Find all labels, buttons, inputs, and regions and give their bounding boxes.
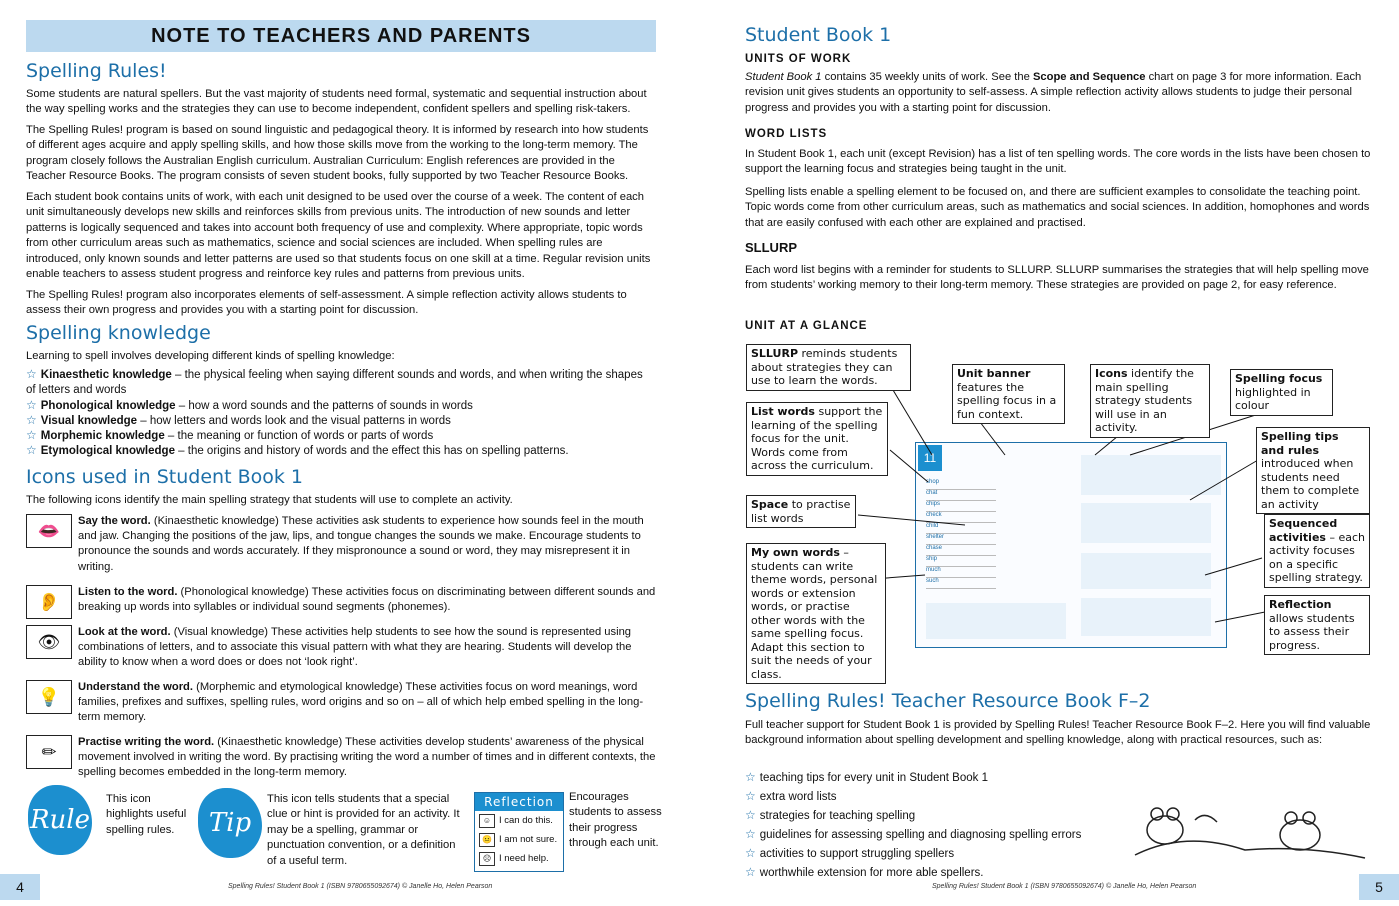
- heading-icons: Icons used in Student Book 1: [26, 466, 303, 488]
- sample-word: chase: [926, 545, 996, 556]
- sample-activity: [1081, 553, 1211, 589]
- sample-activity: [1081, 503, 1211, 543]
- icon-practise: Practise writing the word. (Kinaesthetic knowledge) These activities develop students’ awareness of the physical movement involved in writing the word. By practising writing the word a number of times and in different contexts, the spelling becomes embedded in the long-term memory.: [78, 736, 656, 779]
- sample-word: such: [926, 578, 996, 589]
- resource-list-item: ☆ teaching tips for every unit in Student Book 1: [745, 770, 988, 784]
- intro-paragraph: Some students are natural spellers. But the vast majority of students need formal, systematic and sequential instruction about the way spelling works and the strategies they can use to become independent, confident spellers and spelling risk-takers.: [26, 88, 647, 116]
- star-icon: ☆: [26, 413, 37, 427]
- word-lists-p2: Spelling lists enable a spelling element to be focused on, and there are sufficient examples to consolidate the teaching point. Topic words come from other curriculum areas, such as mathematics and social sciences. In addition, homophones and words that are easily confused with each other are explained and practised.: [745, 186, 1370, 229]
- star-icon: ☆: [745, 827, 756, 841]
- callout-my-own-words: My own words – students can write theme words, personal words or extension words, or practise other words with the same spelling focus. Adapt this section to suit the needs of your class.: [746, 543, 886, 684]
- icon-understand: Understand the word. (Morphemic and etymological knowledge) These activities focus on word meanings, word families, prefixes and suffixes, spelling rules, word origins and so on – all of which help embed spelling in the long-term memory.: [78, 681, 644, 724]
- knowledge-item: ☆ Morphemic knowledge – the meaning or function of words or parts of words: [26, 428, 434, 442]
- heading-student-book: Student Book 1: [745, 24, 892, 46]
- reflection-title: Reflection: [475, 793, 563, 811]
- reflection-row: ☹ I need help.: [475, 849, 563, 868]
- knowledge-intro: Learning to spell involves developing different kinds of spelling knowledge:: [26, 350, 395, 362]
- heading-teacher-resource: Spelling Rules! Teacher Resource Book F–2: [745, 690, 1151, 712]
- sample-word: chat: [926, 490, 996, 501]
- reflection-row: ☺ I can do this.: [475, 811, 563, 830]
- units-text: Student Book 1 contains 35 weekly units of work. See the Scope and Sequence chart on page 3 for more information. Each revision unit gives students an opportunity to self-assess. A simple reflection activity allows students to judge their personal progress and provides you with a starting point for discussion.: [745, 71, 1362, 114]
- sample-unit-page: [915, 442, 1227, 648]
- star-icon: ☆: [745, 770, 756, 784]
- ear-icon: 👂: [26, 585, 72, 619]
- footer-right: Spelling Rules! Student Book 1 (ISBN 9780655092674) © Janelle Ho, Helen Pearson: [932, 883, 1197, 890]
- subheading-sllurp: SLLURP: [745, 240, 797, 255]
- star-icon: ☆: [745, 808, 756, 822]
- happy-face-icon: ☺: [479, 814, 495, 828]
- star-icon: ☆: [26, 398, 37, 412]
- callout-list-words: List words support the learning of the spelling focus for the unit. Words come from across the curriculum.: [746, 402, 888, 476]
- star-icon: ☆: [26, 367, 37, 381]
- callout-sllurp: SLLURP reminds students about strategies they can use to learn the words.: [746, 344, 911, 391]
- rule-description: This icon highlights useful spelling rules.: [106, 793, 187, 836]
- sample-word-list: [926, 479, 996, 589]
- sample-word: shop: [926, 479, 996, 490]
- page-number-right: 5: [1359, 874, 1399, 900]
- page-banner: NOTE TO TEACHERS AND PARENTS: [26, 20, 656, 52]
- self-assessment-paragraph: The Spelling Rules! program also incorporates elements of self-assessment. A simple reflection activity allows students to assess their own progress and provides you with a starting point for discussion.: [26, 289, 627, 317]
- reflection-icon: [474, 792, 564, 872]
- star-icon: ☆: [26, 443, 37, 457]
- program-paragraph: The Spelling Rules! program is based on sound linguistic and pedagogical theory. It is informed by research into how students of different ages acquire and apply spelling skills, and how those skills move from the working to the long-term memory. The program closely follows the Australian English curriculum. Australian Curriculum: English references are provided in the Teacher Resource Books. The program consists of seven student books, fully supported by two Teacher Resource Books.: [26, 124, 649, 183]
- sample-word: check: [926, 512, 996, 523]
- callout-reflection: Reflection allows students to assess their progress.: [1264, 595, 1370, 655]
- sample-activity: [1081, 598, 1211, 636]
- eye-icon: 👁: [26, 625, 72, 659]
- pencil-icon: ✏: [26, 735, 72, 769]
- sample-activity: [1081, 455, 1221, 495]
- sad-face-icon: ☹: [479, 852, 495, 866]
- sample-word: child: [926, 523, 996, 534]
- icon-look: Look at the word. (Visual knowledge) These activities help students to see how the sound is represented using combinations of letters, and to associate this visual pattern with what they are hearing. Students will develop the ability to know when a word does or does not ‘look right’.: [78, 626, 632, 669]
- icon-listen: Listen to the word. (Phonological knowledge) These activities focus on discriminating between different sounds and breaking up words into syllables or individual sound segments (phonemes).: [78, 586, 656, 614]
- reflection-description: Encourages students to assess their progress through each unit.: [569, 791, 662, 850]
- unit-number: 11: [918, 445, 942, 471]
- callout-spelling-tips: Spelling tips and rules introduced when students need them to complete an activity: [1256, 427, 1370, 514]
- callout-spelling-focus: Spelling focus highlighted in colour: [1230, 369, 1333, 416]
- tip-icon: Tip: [198, 788, 262, 858]
- resource-list-item: ☆ extra word lists: [745, 789, 837, 803]
- page-number: 4: [0, 874, 40, 900]
- units-paragraph: Each student book contains units of work, with each unit designed to be used over the course of a week. The content of each unit simultaneously develops new skills and reinforces skills from previous units. The introduction of new sounds and letter patterns is logically sequenced and takes into account both frequency of use and complexity. Where appropriate, topic words from other curriculum areas such as mathematics, science and social sciences are included. When spelling rules are introduced, only known sounds and letter patterns are used so that students focus on one skill at a time. Regular revision units enable teachers to assess student progress and reinforce key rules and patterns from previous units.: [26, 191, 651, 281]
- frogs-illustration: [1125, 790, 1375, 870]
- knowledge-item: ☆ Visual knowledge – how letters and words look and the visual patterns in words: [26, 413, 451, 427]
- neutral-face-icon: 😐: [479, 833, 495, 847]
- heading-spelling-knowledge: Spelling knowledge: [26, 322, 211, 344]
- sample-word: shelter: [926, 534, 996, 545]
- rule-icon: Rule: [28, 785, 92, 855]
- sample-word: chips: [926, 501, 996, 512]
- callout-icons: Icons identify the main spelling strategy students will use in an activity.: [1090, 364, 1210, 438]
- icons-intro: The following icons identify the main spelling strategy that students will use to complete an activity.: [26, 494, 513, 506]
- subheading-word-lists: WORD LISTS: [745, 128, 828, 140]
- lightbulb-icon: 💡: [26, 680, 72, 714]
- knowledge-item: ☆ Etymological knowledge – the origins and history of words and the effect this has on spelling patterns.: [26, 443, 569, 457]
- word-lists-p1: In Student Book 1, each unit (except Revision) has a list of ten spelling words. The core words in the lists have been chosen to support the learning focus and strategies being taught in the unit.: [745, 148, 1371, 176]
- sample-word: much: [926, 567, 996, 578]
- resource-list-item: ☆ guidelines for assessing spelling and diagnosing spelling errors: [745, 827, 1082, 841]
- resource-list-item: ☆ activities to support struggling spellers: [745, 846, 955, 860]
- star-icon: ☆: [26, 428, 37, 442]
- teacher-resource-list: [745, 768, 1125, 882]
- callout-space: Space to practise list words: [746, 495, 856, 528]
- star-icon: ☆: [745, 789, 756, 803]
- subheading-units: UNITS OF WORK: [745, 53, 852, 65]
- knowledge-item: ☆ Kinaesthetic knowledge – the physical feeling when saying different sounds and words, and when writing the shapes of letters and words: [26, 367, 643, 396]
- footer: Spelling Rules! Student Book 1 (ISBN 9780655092674) © Janelle Ho, Helen Pearson: [228, 883, 493, 890]
- knowledge-item: ☆ Phonological knowledge – how a word sounds and the patterns of sounds in words: [26, 398, 473, 412]
- sample-word: ship: [926, 556, 996, 567]
- subheading-unit-glance: UNIT AT A GLANCE: [745, 320, 868, 332]
- teacher-resource-text: Full teacher support for Student Book 1 is provided by Spelling Rules! Teacher Resource Book F–2. Here you will find valuable background information about spelling development and spelling knowledge, along with practical resources, such as:: [745, 719, 1371, 747]
- star-icon: ☆: [745, 846, 756, 860]
- sample-activity: [926, 603, 1066, 639]
- mouth-icon: 👄: [26, 514, 72, 548]
- callout-unit-banner: Unit banner features the spelling focus in a fun context.: [952, 364, 1065, 424]
- heading-spelling-rules: Spelling Rules!: [26, 60, 167, 82]
- star-icon: ☆: [745, 865, 756, 879]
- callout-sequenced: Sequenced activities – each activity focuses on a specific spelling strategy.: [1264, 514, 1370, 588]
- icon-say: Say the word. (Kinaesthetic knowledge) These activities ask students to experience how sounds feel in the mouth and jaw. Changing the positions of the jaw, lips, and tongue changes the sounds we make. Encourage students to pronounce the sounds and words accurately. If they mispronounce a sound or word, they may misrepresent it in writing.: [78, 515, 644, 573]
- resource-list-item: ☆ worthwhile extension for more able spellers.: [745, 865, 984, 879]
- sllurp-text: Each word list begins with a reminder for students to SLLURP. SLLURP summarises the strategies that will help spelling move from students’ working memory to their long-term memory. These strategies are provided on page 2, for easy reference.: [745, 264, 1369, 292]
- resource-list-item: ☆ strategies for teaching spelling: [745, 808, 916, 822]
- tip-description: This icon tells students that a special clue or hint is provided for an activity. It may be a spelling, grammar or punctuation convention, or a definition of a useful term.: [267, 793, 460, 867]
- reflection-row: 😐 I am not sure.: [475, 830, 563, 849]
